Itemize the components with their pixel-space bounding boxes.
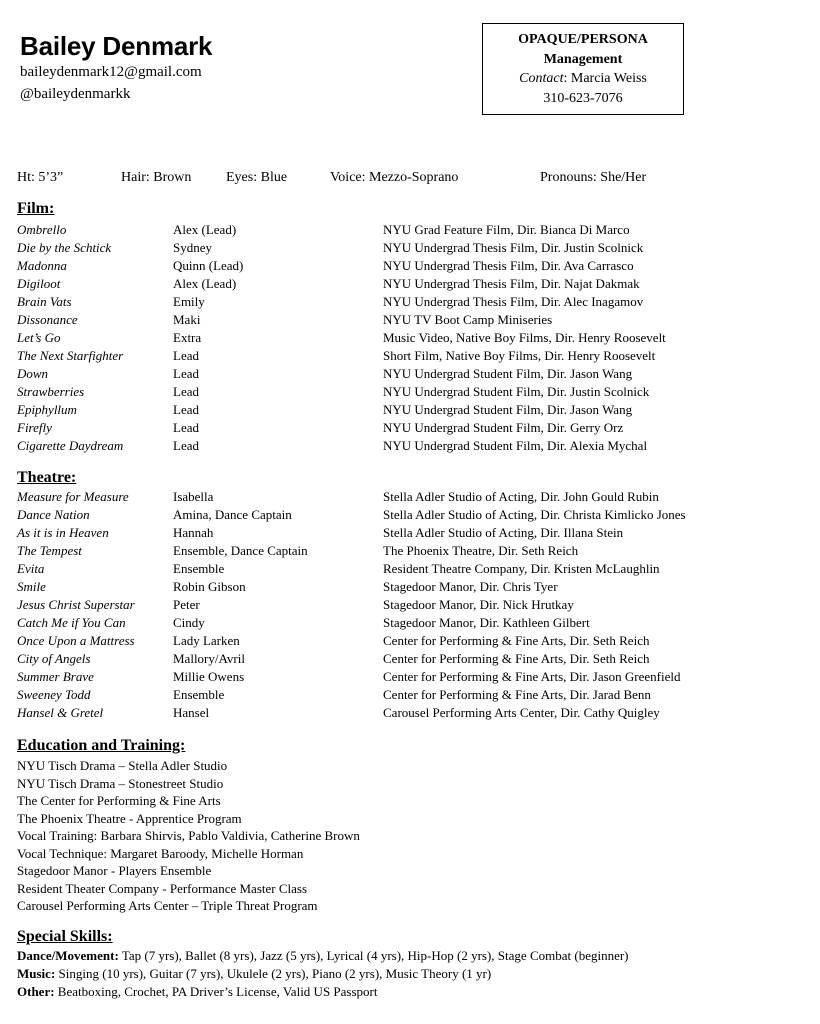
credit-role: Maki bbox=[173, 312, 201, 327]
credit-title: The Tempest bbox=[17, 543, 82, 558]
film-heading: Film: bbox=[17, 200, 55, 217]
skills-list bbox=[17, 947, 629, 1001]
skill-line bbox=[17, 983, 629, 1001]
credit-production: Stella Adler Studio of Acting, Dir. Christa Kimlicko Jones bbox=[383, 507, 686, 522]
credit-role: Cindy bbox=[173, 615, 205, 630]
credit-title: City of Angels bbox=[17, 651, 91, 666]
credit-production: Center for Performing & Fine Arts, Dir. Seth Reich bbox=[383, 651, 650, 666]
credit-role: Hansel bbox=[173, 705, 210, 720]
credit-row bbox=[17, 560, 807, 578]
theatre-credits bbox=[17, 488, 807, 722]
credit-title: Dissonance bbox=[17, 312, 78, 327]
credit-title: Summer Brave bbox=[17, 669, 94, 684]
list-item: The Center for Performing & Fine Arts bbox=[17, 793, 221, 808]
credit-row bbox=[17, 419, 807, 437]
education-list bbox=[17, 757, 360, 915]
credit-production: Resident Theatre Company, Dir. Kristen McLaughlin bbox=[383, 561, 660, 576]
performer-name: Bailey Denmark bbox=[20, 31, 213, 61]
skill-label: Music: bbox=[17, 966, 56, 981]
credit-role: Emily bbox=[173, 294, 205, 309]
credit-role: Hannah bbox=[173, 525, 214, 540]
credit-title: Smile bbox=[17, 579, 46, 594]
credit-role: Quinn (Lead) bbox=[173, 258, 244, 273]
credit-title: Ombrello bbox=[17, 222, 67, 237]
credit-row bbox=[17, 437, 807, 455]
credit-row bbox=[17, 383, 807, 401]
credit-title: Strawberries bbox=[17, 384, 85, 399]
credit-production: Stella Adler Studio of Acting, Dir. John Gould Rubin bbox=[383, 489, 659, 504]
credit-row bbox=[17, 311, 807, 329]
credit-role: Lead bbox=[173, 384, 199, 399]
credit-role: Millie Owens bbox=[173, 669, 245, 684]
credit-role: Ensemble bbox=[173, 687, 225, 702]
credit-role: Peter bbox=[173, 597, 200, 612]
education-heading: Education and Training: bbox=[17, 737, 186, 754]
list-item: Resident Theater Company - Performance Master Class bbox=[17, 880, 308, 896]
credit-row bbox=[17, 293, 807, 311]
credit-row bbox=[17, 542, 807, 560]
credit-role: Mallory/Avril bbox=[173, 651, 245, 666]
list-item: Stagedoor Manor - Players Ensemble bbox=[17, 863, 212, 878]
credit-title: Down bbox=[17, 366, 49, 381]
credit-row bbox=[17, 596, 807, 614]
credit-title: Epiphyllum bbox=[17, 402, 77, 417]
credit-row bbox=[17, 614, 807, 632]
contact-name: : Marcia Weiss bbox=[563, 71, 647, 86]
credit-production: Stagedoor Manor, Dir. Nick Hrutkay bbox=[383, 597, 574, 612]
agency-label: Management bbox=[543, 51, 623, 67]
credit-production: NYU TV Boot Camp Miniseries bbox=[383, 312, 553, 327]
credit-title: Hansel & Gretel bbox=[17, 705, 104, 720]
stat-hair: Hair: Brown bbox=[121, 170, 192, 185]
credit-production: Short Film, Native Boy Films, Dir. Henry Roosevelt bbox=[383, 348, 656, 363]
credit-role: Ensemble bbox=[173, 561, 225, 576]
skills-heading: Special Skills: bbox=[17, 928, 113, 945]
credit-title: Cigarette Daydream bbox=[17, 438, 124, 453]
credit-title: Die by the Schtick bbox=[17, 240, 112, 255]
credit-title: Catch Me if You Can bbox=[17, 615, 126, 630]
credit-title: Evita bbox=[17, 561, 45, 576]
credit-role: Isabella bbox=[173, 489, 214, 504]
agency-name: OPAQUE/PERSONA bbox=[518, 32, 648, 47]
credit-row bbox=[17, 578, 807, 596]
credit-title: Measure for Measure bbox=[17, 489, 129, 504]
stat-pronouns: Pronouns: She/Her bbox=[540, 170, 647, 185]
credit-row bbox=[17, 488, 807, 506]
agency-contact bbox=[483, 69, 683, 89]
credit-production: NYU Undergrad Student Film, Dir. Jason Wang bbox=[383, 366, 633, 381]
skill-text: Tap (7 yrs), Ballet (8 yrs), Jazz (5 yrs), Lyrical (4 yrs), Hip-Hop (2 yrs), Stage Combat (beginner) bbox=[118, 948, 629, 963]
credit-production: Music Video, Native Boy Films, Dir. Henry Roosevelt bbox=[383, 330, 666, 345]
credit-row bbox=[17, 221, 807, 239]
agency-phone: 310-623-7076 bbox=[543, 90, 623, 106]
credit-row bbox=[17, 686, 807, 704]
stat-voice: Voice: Mezzo-Soprano bbox=[330, 170, 459, 185]
credit-row bbox=[17, 329, 807, 347]
management-box bbox=[482, 23, 684, 115]
credit-production: Carousel Performing Arts Center, Dir. Cathy Quigley bbox=[383, 705, 660, 720]
credit-production: NYU Undergrad Thesis Film, Dir. Alec Inagamov bbox=[383, 294, 644, 309]
credit-role: Lead bbox=[173, 348, 199, 363]
credit-production: NYU Grad Feature Film, Dir. Bianca Di Marco bbox=[383, 222, 630, 237]
credit-production: The Phoenix Theatre, Dir. Seth Reich bbox=[383, 543, 579, 558]
skill-line bbox=[17, 947, 629, 965]
credit-production: NYU Undergrad Thesis Film, Dir. Najat Dakmak bbox=[383, 276, 640, 291]
credit-title: Sweeney Todd bbox=[17, 687, 91, 702]
credit-role: Robin Gibson bbox=[173, 579, 246, 594]
list-item: Carousel Performing Arts Center – Triple Threat Program bbox=[17, 898, 318, 913]
credit-row bbox=[17, 275, 807, 293]
film-credits bbox=[17, 221, 807, 455]
credit-row bbox=[17, 632, 807, 650]
credit-production: Stella Adler Studio of Acting, Dir. Illana Stein bbox=[383, 525, 624, 540]
list-item: Vocal Training: Barbara Shirvis, Pablo Valdivia, Catherine Brown bbox=[17, 828, 360, 843]
credit-title: Madonna bbox=[17, 258, 67, 273]
credit-title: Dance Nation bbox=[17, 507, 90, 522]
credit-role: Lead bbox=[173, 366, 199, 381]
credit-role: Alex (Lead) bbox=[173, 276, 237, 291]
skill-text: Beatboxing, Crochet, PA Driver’s License, Valid US Passport bbox=[54, 984, 378, 999]
credit-role: Lead bbox=[173, 420, 199, 435]
credit-production: Center for Performing & Fine Arts, Dir. Seth Reich bbox=[383, 633, 650, 648]
credit-title: Firefly bbox=[17, 420, 52, 435]
credit-role: Ensemble, Dance Captain bbox=[173, 543, 308, 558]
credit-production: NYU Undergrad Student Film, Dir. Gerry Orz bbox=[383, 420, 624, 435]
list-item: Vocal Technique: Margaret Baroody, Michelle Horman bbox=[17, 845, 304, 861]
credit-title: Once Upon a Mattress bbox=[17, 633, 135, 648]
credit-row bbox=[17, 365, 807, 383]
credit-role: Sydney bbox=[173, 240, 212, 255]
theatre-heading: Theatre: bbox=[17, 469, 77, 486]
credit-role: Amina, Dance Captain bbox=[173, 507, 292, 522]
credit-production: NYU Undergrad Student Film, Dir. Justin Scolnick bbox=[383, 384, 650, 399]
credit-row bbox=[17, 524, 807, 542]
credit-role: Extra bbox=[173, 330, 202, 345]
credit-role: Lady Larken bbox=[173, 633, 240, 648]
credit-row bbox=[17, 506, 807, 524]
credit-role: Lead bbox=[173, 438, 199, 453]
skill-label: Dance/Movement: bbox=[17, 948, 119, 963]
credit-title: Digiloot bbox=[17, 276, 61, 291]
credit-production: Stagedoor Manor, Dir. Kathleen Gilbert bbox=[383, 615, 590, 630]
email-address: baileydenmark12@gmail.com bbox=[20, 64, 202, 80]
skill-text: Singing (10 yrs), Guitar (7 yrs), Ukulele (2 yrs), Piano (2 yrs), Music Theory (1 yr) bbox=[55, 966, 492, 981]
credit-role: Alex (Lead) bbox=[173, 222, 237, 237]
list-item: NYU Tisch Drama – Stonestreet Studio bbox=[17, 775, 224, 791]
credit-row bbox=[17, 401, 807, 419]
stat-eyes: Eyes: Blue bbox=[226, 170, 288, 185]
credit-role: Lead bbox=[173, 402, 199, 417]
credit-title: Let’s Go bbox=[17, 330, 61, 345]
credit-production: NYU Undergrad Thesis Film, Dir. Ava Carrasco bbox=[383, 258, 634, 273]
list-item: NYU Tisch Drama – Stella Adler Studio bbox=[17, 758, 228, 773]
skill-line bbox=[17, 965, 629, 983]
credit-production: NYU Undergrad Thesis Film, Dir. Justin Scolnick bbox=[383, 240, 644, 255]
stat-height: Ht: 5’3” bbox=[17, 170, 64, 185]
credit-title: Brain Vats bbox=[17, 294, 72, 309]
contact-label: Contact bbox=[519, 71, 564, 86]
credit-title: As it is in Heaven bbox=[17, 525, 109, 540]
credit-title: The Next Starfighter bbox=[17, 348, 124, 363]
credit-production: Stagedoor Manor, Dir. Chris Tyer bbox=[383, 579, 558, 594]
credit-row bbox=[17, 650, 807, 668]
credit-row bbox=[17, 257, 807, 275]
credit-production: Center for Performing & Fine Arts, Dir. Jarad Benn bbox=[383, 687, 651, 702]
credit-row bbox=[17, 347, 807, 365]
skill-label: Other: bbox=[17, 984, 55, 999]
credit-production: NYU Undergrad Student Film, Dir. Alexia Mychal bbox=[383, 438, 648, 453]
social-handle: @baileydenmarkk bbox=[20, 86, 131, 102]
credit-row bbox=[17, 239, 807, 257]
list-item: The Phoenix Theatre - Apprentice Program bbox=[17, 810, 242, 826]
credit-production: NYU Undergrad Student Film, Dir. Jason Wang bbox=[383, 402, 633, 417]
credit-row bbox=[17, 704, 807, 722]
credit-title: Jesus Christ Superstar bbox=[17, 597, 135, 612]
credit-row bbox=[17, 668, 807, 686]
credit-production: Center for Performing & Fine Arts, Dir. Jason Greenfield bbox=[383, 669, 681, 684]
